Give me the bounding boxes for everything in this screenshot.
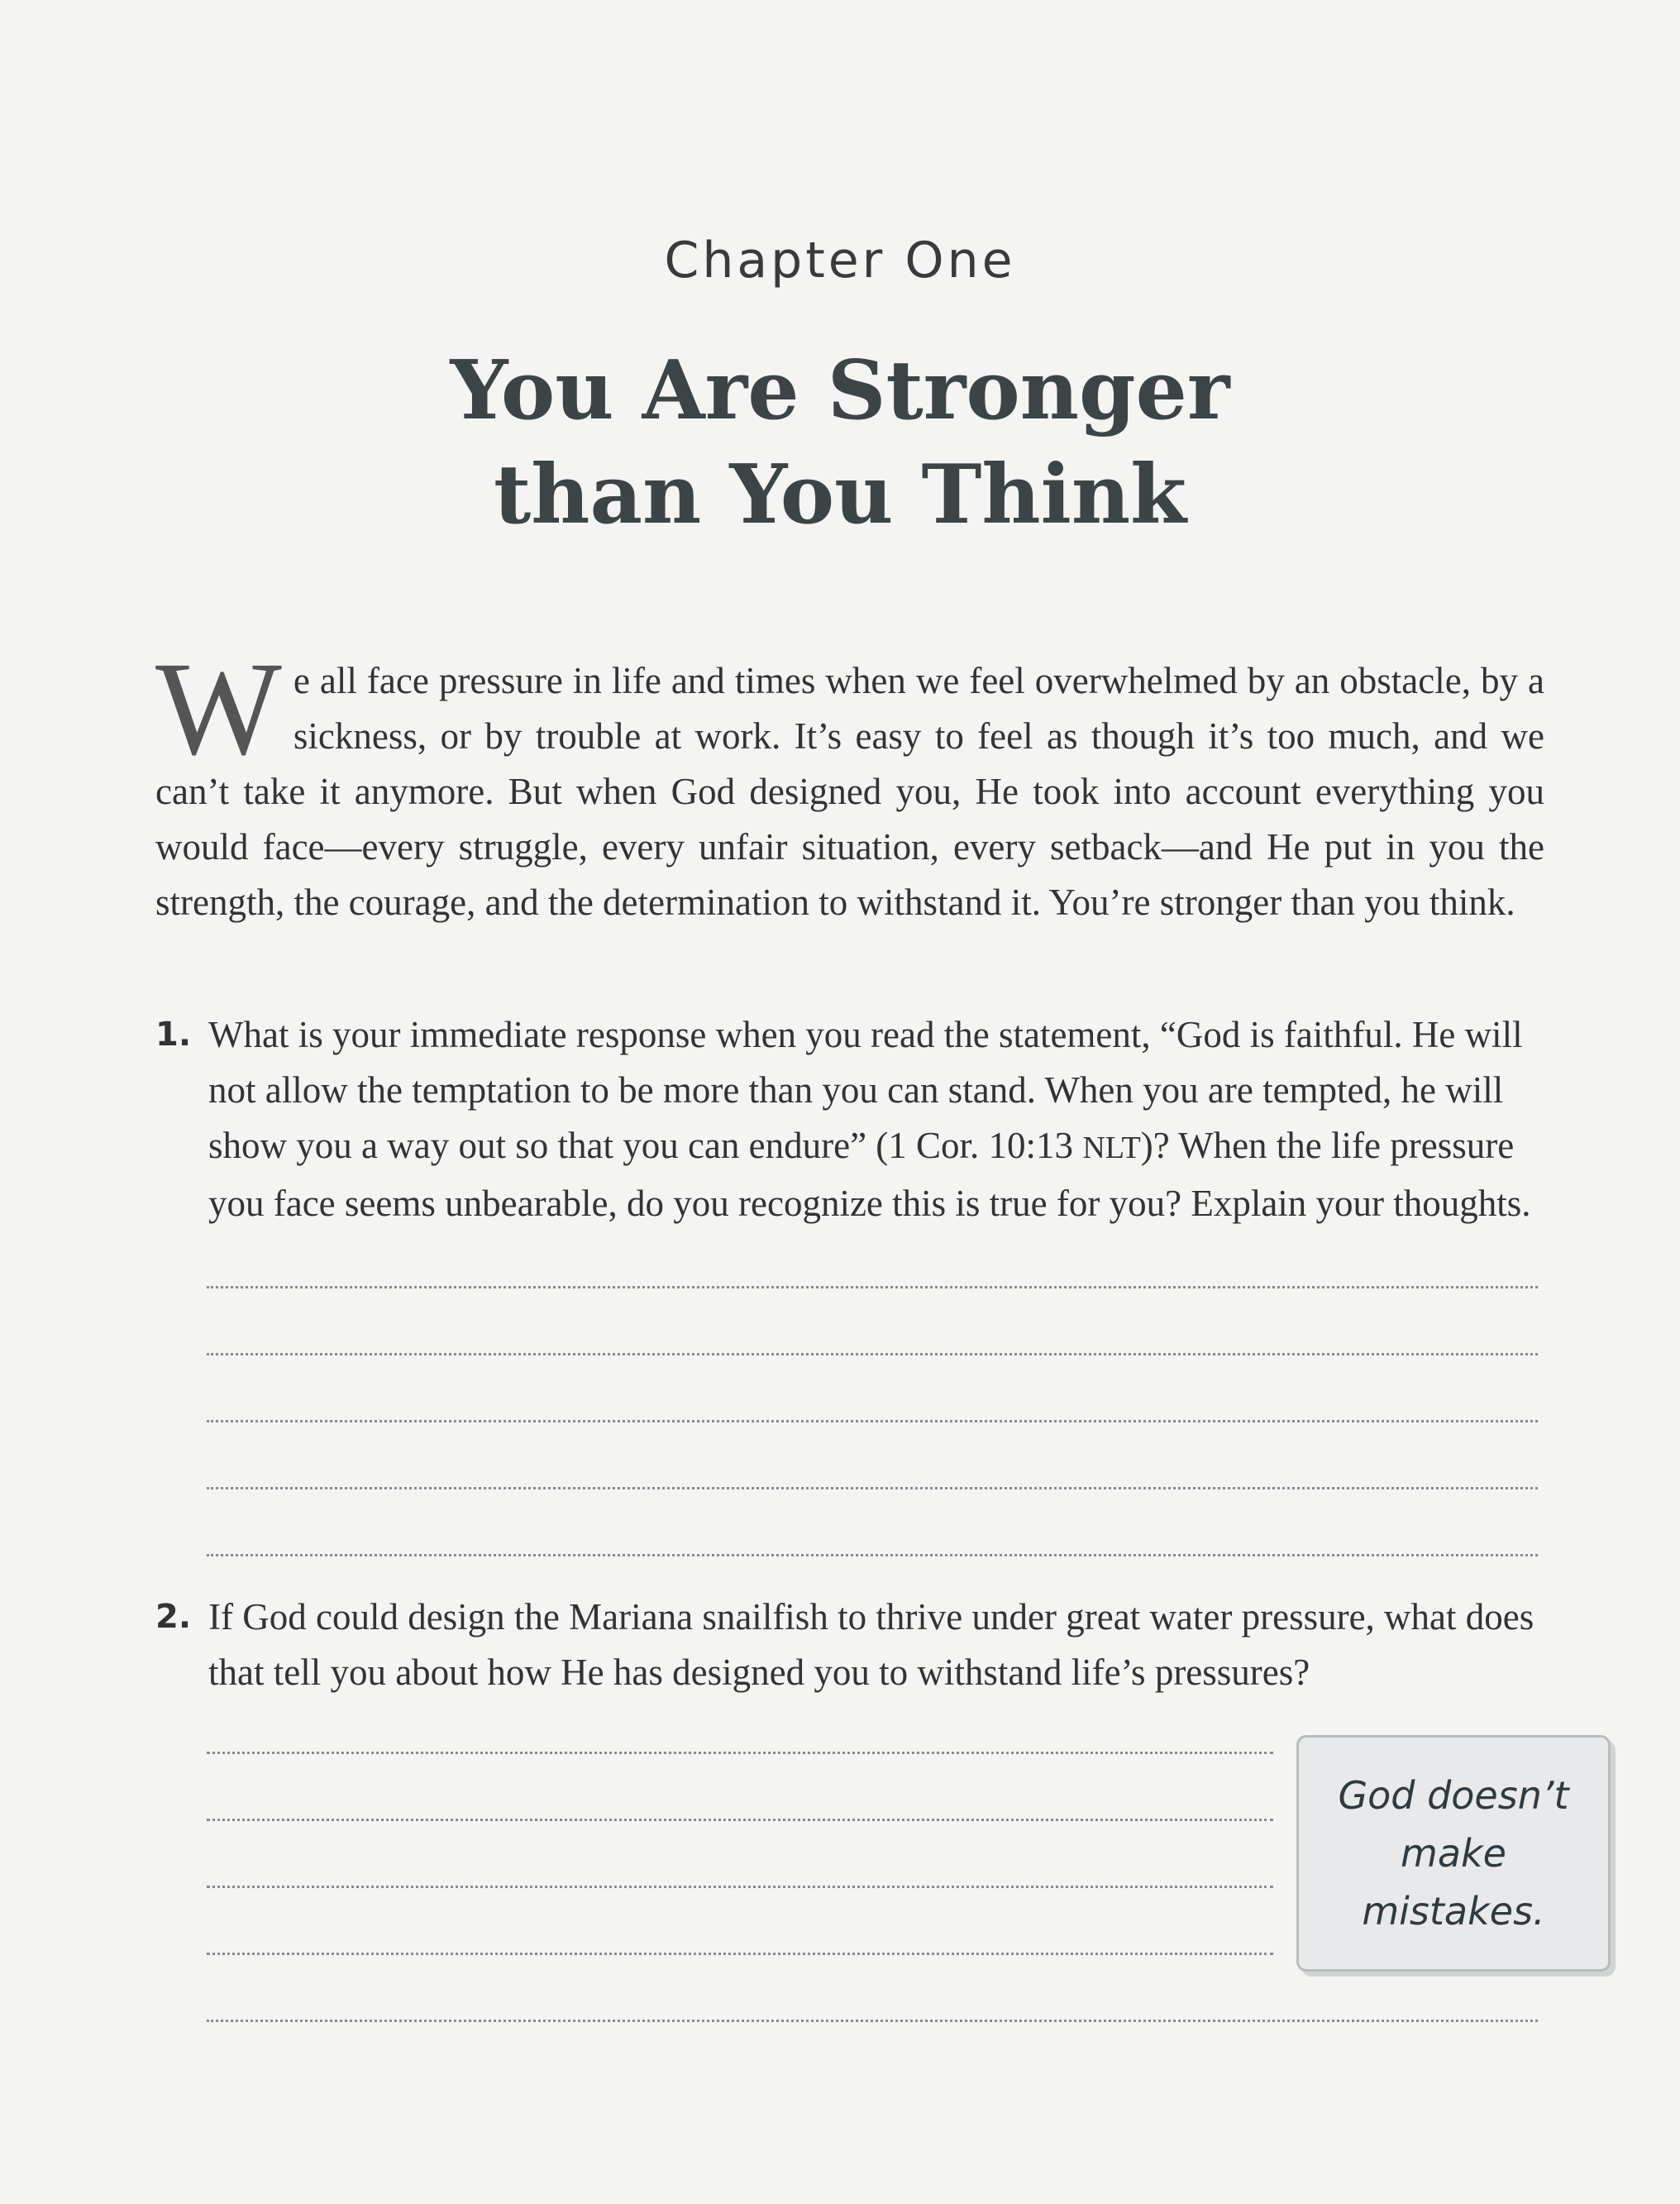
- callout-text: God doesn’t make mistakes.: [1338, 1773, 1569, 1934]
- answer-line[interactable]: [207, 1886, 1273, 1888]
- answer-line[interactable]: [207, 1353, 1538, 1355]
- bible-version: NLT: [1082, 1131, 1141, 1165]
- chapter-title-line-1: You Are Stronger: [450, 343, 1230, 438]
- answer-line[interactable]: [207, 1819, 1273, 1821]
- question-1: [155, 1007, 1544, 1231]
- chapter-title: [0, 339, 1680, 547]
- question-1-number: 1.: [155, 1016, 192, 1054]
- question-2: [155, 1590, 1544, 1700]
- answer-line[interactable]: [207, 1286, 1538, 1288]
- answer-line[interactable]: [207, 2020, 1538, 2022]
- answer-line[interactable]: [207, 1420, 1538, 1422]
- answer-line[interactable]: [207, 1752, 1273, 1754]
- question-1-text: [208, 1007, 1544, 1231]
- answer-line[interactable]: [207, 1554, 1538, 1556]
- question-2-text: If God could design the Mariana snailfish to thrive under great water pressure, what does that tell you about how He has designed you to withstand life’s pressures?: [208, 1596, 1534, 1693]
- question-1-text-before: What is your immediate response when you read the statement, “God is faithful. He will not allow the temptation to be more than you can stand. When you are tempted, he will show you a way out so that you can endure” (1 Cor. 10:13: [208, 1014, 1523, 1166]
- intro-text: e all face pressure in life and times when we feel overwhelmed by an obstacle, by a sickness, or by trouble at work. It’s easy to feel as though it’s too much, and we can’t take it anymore. But when God designed you, He took into account everything you would face—every struggle, every unfair situation, every setback—and He put in you the strength, the courage, and the determination to withstand it. You’re stronger than you think.: [155, 660, 1544, 923]
- question-2-number: 2.: [155, 1598, 192, 1636]
- answer-line[interactable]: [207, 1953, 1273, 1955]
- callout-box: [1296, 1735, 1611, 1972]
- intro-paragraph: [155, 635, 1544, 930]
- chapter-title-line-2: than You Think: [493, 447, 1187, 543]
- drop-cap: W: [155, 635, 282, 783]
- question-1-text-after: )? When the life pressure you face seems unbearable, do you recognize this is true for you? Explain your thoughts.: [208, 1125, 1531, 1224]
- answer-line[interactable]: [207, 1487, 1538, 1489]
- chapter-label: Chapter One: [664, 232, 1016, 289]
